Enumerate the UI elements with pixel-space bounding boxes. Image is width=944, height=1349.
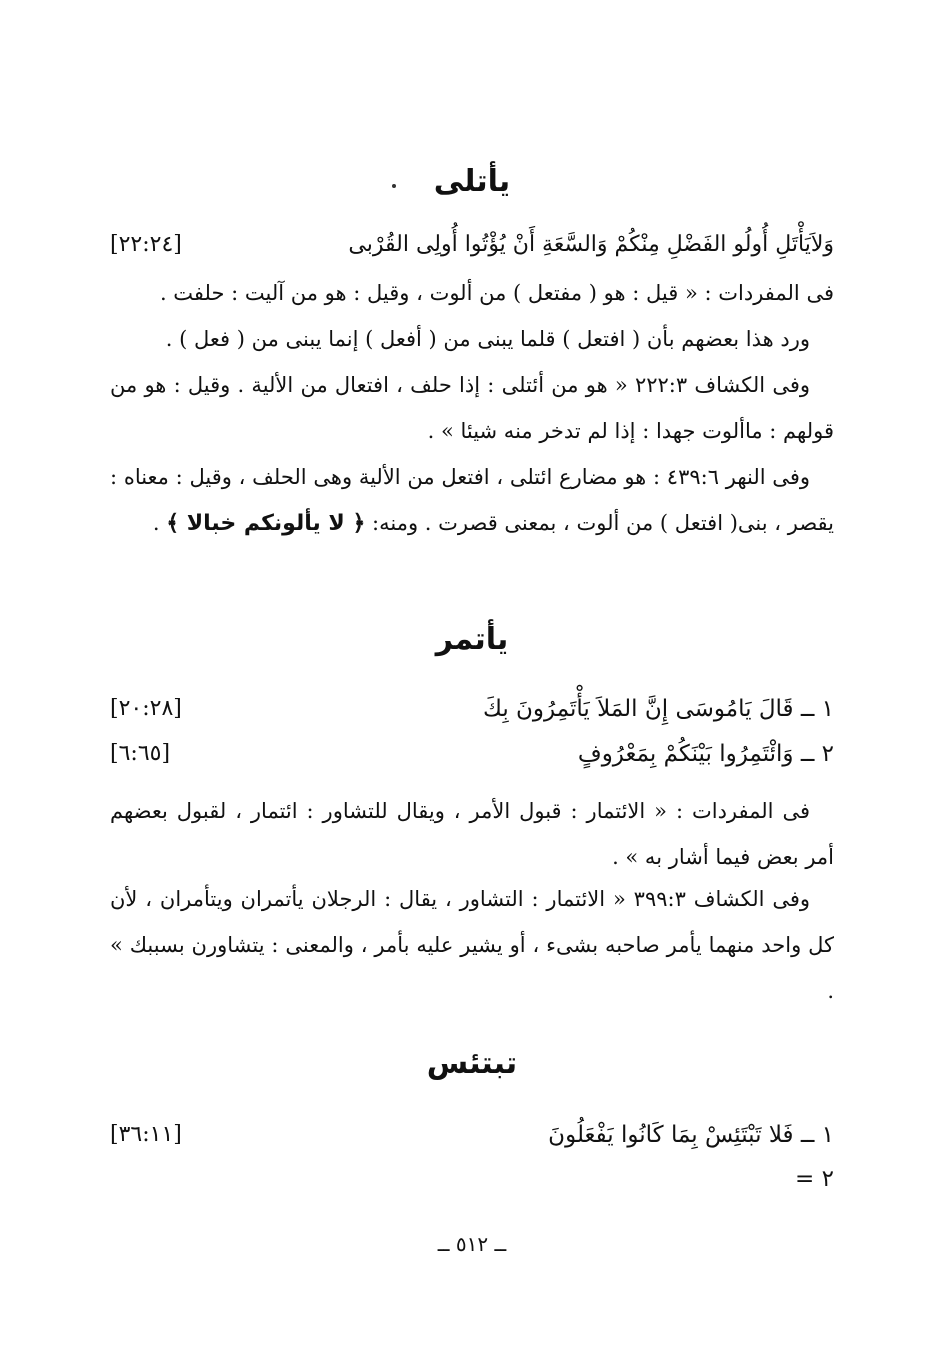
quran-quote: ﴿ لا يألونكم خبالا ﴾ (166, 511, 366, 536)
verse-row (110, 1116, 834, 1154)
verse-reference: [٣٦:١١] (110, 1122, 182, 1147)
entry-title-yatamir: يأتمر (435, 622, 509, 657)
verse-reference: [٢٢:٢٤] (110, 232, 182, 257)
stray-dot (392, 184, 396, 188)
paragraph (110, 362, 834, 454)
verse-reference: [٦:٦٥] (110, 741, 171, 766)
paragraph (110, 788, 834, 880)
verse-row (110, 690, 834, 728)
verse-text: ٢ ــ وَائْتَمِرُوا بَيْنَكُمْ بِمَعْرُوفٍ (577, 741, 834, 767)
paragraph-text: فى المفردات : « الائتمار : قبول الأمر ، ويقال للتشاور : ائتمار ، لقبول بعضهم أمر بعض فيما أشار به » . (110, 799, 834, 869)
paragraph-text: ورد هذا بعضهم بأن ( افتعل ) قلما يبنى من ( أفعل ) إنما يبنى من ( فعل ) . (165, 327, 810, 351)
verse-text: ١ ــ فَلا تَبْتَئِسْ بِمَا كَانُوا يَفْعَلُونَ (548, 1122, 834, 1148)
paragraph-text: وفى الكشاف ٣٩٩:٣ « الائتمار : التشاور ، يقال : الرجلان يأتمران ويتأمران ، لأن كل واحد منهما يأمر صاحبه بشىء ، أو يشير عليه بأمر ، والمعنى : يتشاورن بسببك » . (110, 887, 834, 1003)
verse-text: وَلاَيَأْتَلِ أُولُو الفَضْلِ مِنْكُمْ وَالسَّعَةِ أَنْ يُؤْتُوا أُولِى القُرْبى (348, 232, 834, 257)
verse-text: ١ ــ قَالَ يَامُوسَى إِنَّ المَلاَ يَأْتَمِرُونَ بِكَ (482, 696, 834, 722)
verse-row (110, 1160, 834, 1198)
verse-row (110, 735, 834, 773)
verse-reference: [٢٠:٢٨] (110, 696, 182, 721)
paragraph (110, 454, 834, 547)
paragraph (110, 316, 834, 362)
verse-text: ٢ = (795, 1166, 834, 1192)
entry-title-yatali: يأتلى (433, 164, 511, 199)
paragraph (110, 876, 834, 1014)
paragraph: فى المفردات : « قيل : هو ( مفتعل ) من ألوت ، وقيل : هو من آليت : حلفت . (159, 281, 834, 305)
paragraph-text: وفى النهر ٤٣٩:٦ : هو مضارع ائتلى ، افتعل من الألية وهى الحلف ، وقيل : معناه : يقصر ، بنى( افتعل ) من ألوت ، بمعنى قصرت . ومنه: (110, 465, 834, 535)
paragraph-text: وفى الكشاف ٢٢٢:٣ « هو من أئتلى : إذا حلف ، افتعال من الألية . وقيل : هو من قولهم : ماألوت جهدا : إذا لم تدخر منه شيئا » . (110, 373, 834, 443)
entry-title-tabtais: تبتئس (426, 1046, 518, 1081)
page-number: ــ ٥١٢ ــ (437, 1232, 507, 1256)
verse-row (110, 226, 834, 264)
paragraph-end: . (152, 511, 167, 535)
